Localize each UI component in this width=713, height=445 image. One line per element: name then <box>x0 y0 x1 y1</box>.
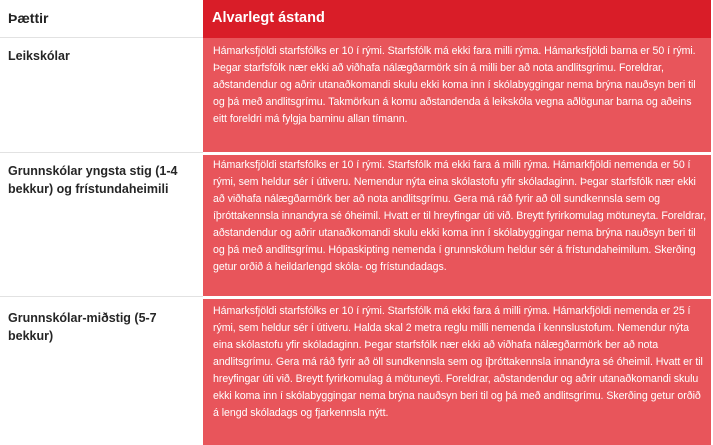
row-factor-cell <box>0 297 203 445</box>
row-description-text: Hámarksfjöldi starfsfólks er 10 í rými. Starfsfólk má ekki fara milli rýma. Hámarksfjöldi barna er 50 í rými. Þegar starfsfólk nær ekki að viðhafa nálægðarmörk sín á milli ber að nota andlitsgrímu. Foreldrar, aðstandendur og aðrir utanaðkomandi skulu ekki koma inn í skólabyggingar nema brýna nauðsyn beri til og þá með andlitsgrímu. Takmörkun á komu aðstandenda á leikskóla vegna aðlögunar barna og aðeins eitt foreldri má fylgja barninu allan tímann. <box>213 45 696 125</box>
row-factor-label: Grunnskólar-miðstig (5-7 bekkur) <box>8 311 157 343</box>
header-severity-label: Alvarlegt ástand <box>212 10 325 26</box>
header-severity-level <box>203 0 711 38</box>
row-description-cell <box>203 299 711 445</box>
row-description-text: Hámarksfjöldi starfsfólks er 10 í rými. Starfsfólk má ekki fara á milli rýma. Hámarkfjöldi nemenda er 50 í rými, sem heldur sér í útiveru. Nemendur nýta eina skólastofu yfir skóladaginn. Þegar starfsfólk nær ekki að viðhafa nálægðarmörk ber að nota andlitsgrímu. Gera má ráð fyrir að öll sundkennsla sem og íþróttakennsla innandyra sé óheimil. Hvatt er til hreyfingar úti við. Breytt fyrirkomulag mötuneyta. Foreldrar, aðstandendur og aðrir utanaðkomandi skulu ekki koma inn í skólabyggingar nema brýna nauðsyn beri til og þá með andlitsgrímu. Hópaskipting nemenda í grunnskólum heldur sér á frístundaheimilum. Skerðing getur orðið á heildarlengd skóla- og frístundadags. <box>213 159 707 273</box>
header-factors-label: Þættir <box>8 10 49 26</box>
header-factors <box>0 0 203 38</box>
row-factor-cell <box>0 38 203 153</box>
row-description-text: Hámarksfjöldi starfsfólks er 10 í rými. Starfsfólk má ekki fara á milli rýma. Hámarkfjöldi nemenda er 25 í rými, sem heldur sér í útiveru. Halda skal 2 metra reglu milli nemenda í kennslustofum. Nemendur nýta eina skólastofu yfir skóladaginn. Þegar starfsfólk nær ekki að viðhafa nálægðarmörk ber að nota andlitsgrímu. Gera má ráð fyrir að öll sundkennsla sem og íþróttakennsla innandyra sé óheimil. Hvatt er til hreyfingar úti við. Breytt fyrirkomulag á mötuneyti. Foreldrar, aðstandendur og aðrir utanaðkomandi skulu ekki koma inn í skólabyggingar nema brýna nauðsyn beri til og þá með andlitsgrímu. Skerðing getur orðið á lengd skóladags og fjarkennsla nýtt. <box>213 305 703 419</box>
row-description-cell <box>203 155 711 296</box>
row-factor-cell <box>0 153 203 297</box>
row-factor-label: Leikskólar <box>8 49 70 63</box>
row-description-cell <box>203 38 711 152</box>
row-factor-label: Grunnskólar yngsta stig (1-4 bekkur) og frístundaheimili <box>8 164 178 196</box>
